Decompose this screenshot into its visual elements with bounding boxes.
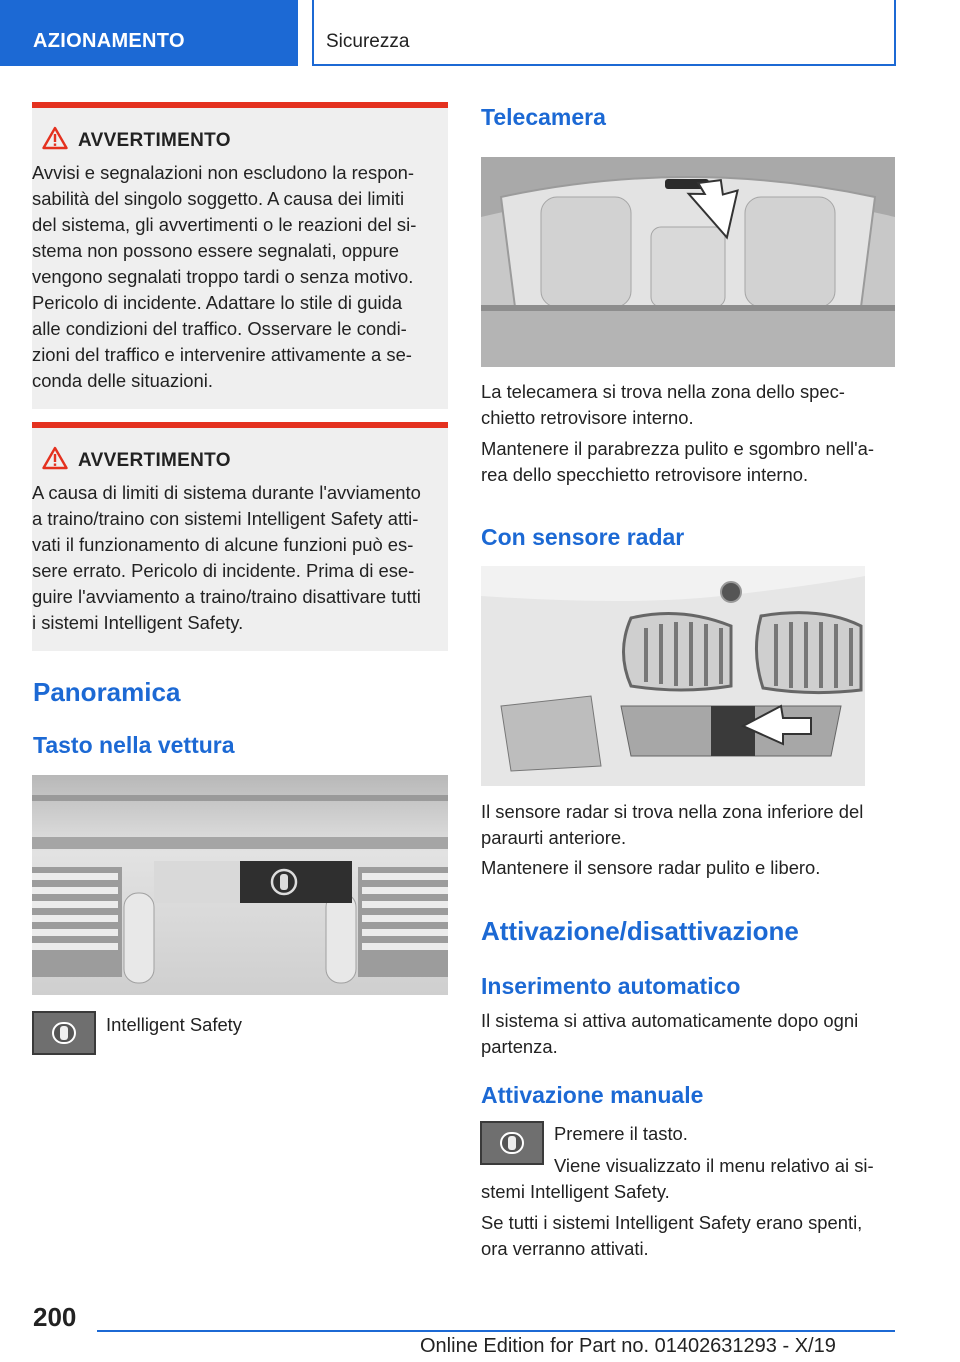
heading-panoramica: Panoramica xyxy=(33,677,181,707)
text-line: Mantenere il sensore radar pulito e libero. xyxy=(481,857,821,878)
header-section-tab xyxy=(0,0,298,66)
heading-attivazione-manuale: Attivazione manuale xyxy=(481,1082,704,1108)
text-line: paraurti anteriore. xyxy=(481,827,627,848)
warning-line: A causa di limiti di sistema durante l'avviamento xyxy=(32,482,421,503)
dashboard-button-photo xyxy=(32,775,448,995)
warning-line: sabilità del singolo soggetto. A causa dei limiti xyxy=(32,188,405,209)
warning-line: vati il funzionamento di alcune funzioni può es- xyxy=(32,534,414,555)
warning-line: del sistema, gli avvertimenti o le reazioni del si- xyxy=(32,214,417,235)
text-line: Il sensore radar si trova nella zona inferiore del xyxy=(481,801,864,822)
intelligent-safety-button-icon xyxy=(32,1011,96,1055)
warning-box-2 xyxy=(32,422,448,651)
text-line: Mantenere il parabrezza pulito e sgombro nell'a- xyxy=(481,438,874,459)
warning-text xyxy=(32,480,448,636)
button-caption: Intelligent Safety xyxy=(106,1014,242,1035)
header-chapter-tab xyxy=(312,0,896,66)
camera-location-photo xyxy=(481,157,895,367)
text-line: Se tutti i sistemi Intelligent Safety erano spenti, xyxy=(481,1212,863,1233)
warning-line: zioni del traffico e intervenire attivamente a se- xyxy=(32,344,412,365)
camera-paragraph-2 xyxy=(481,436,874,488)
warning-line: i sistemi Intelligent Safety. xyxy=(32,612,244,633)
warning-triangle-icon xyxy=(42,446,68,470)
warning-line: stema non possono essere segnalati, oppure xyxy=(32,240,400,261)
heading-tasto-nella-vettura: Tasto nella vettura xyxy=(33,732,235,758)
text-line: Il sistema si attiva automaticamente dopo ogni xyxy=(481,1010,859,1031)
camera-paragraph-1 xyxy=(481,379,845,431)
heading-inserimento-automatico: Inserimento automatico xyxy=(481,973,741,999)
header-chapter-label: Sicurezza xyxy=(326,31,410,52)
text-line: La telecamera si trova nella zona dello spec- xyxy=(481,381,845,402)
radar-paragraph-1 xyxy=(481,799,863,851)
warning-line: a traino/traino con sistemi Intelligent Safety atti- xyxy=(32,508,419,529)
warning-triangle-icon xyxy=(42,126,68,150)
text-line: ora verranno attivati. xyxy=(481,1238,649,1259)
text-line: chietto retrovisore interno. xyxy=(481,407,694,428)
heading-attivazione: Attivazione/disattivazione xyxy=(481,916,799,946)
warning-line: Avvisi e segnalazioni non escludono la respon- xyxy=(32,162,415,183)
manual-step-1: Premere il tasto. xyxy=(554,1123,688,1144)
text-line: partenza. xyxy=(481,1036,558,1057)
warning-line: Pericolo di incidente. Adattare lo stile di guida xyxy=(32,292,403,313)
warning-line: sere errato. Pericolo di incidente. Prima di ese- xyxy=(32,560,415,581)
text-line: rea dello specchietto retrovisore interno. xyxy=(481,464,809,485)
warning-line: guire l'avviamento a traino/traino disattivare tutti xyxy=(32,586,421,607)
warning-title: AVVERTIMENTO xyxy=(78,450,231,471)
warning-title: AVVERTIMENTO xyxy=(78,130,231,151)
warning-line: conda delle situazioni. xyxy=(32,370,213,391)
intelligent-safety-button-icon xyxy=(480,1121,544,1165)
warning-box-1 xyxy=(32,102,448,409)
manual-step-2-line-2: stemi Intelligent Safety. xyxy=(481,1181,670,1202)
heading-con-sensore-radar: Con sensore radar xyxy=(481,524,685,550)
heading-telecamera: Telecamera xyxy=(481,104,606,130)
auto-paragraph xyxy=(481,1008,858,1060)
footer-divider xyxy=(97,1330,895,1332)
footer-edition: Online Edition for Part no. 01402631293 - X/19 xyxy=(420,1335,836,1357)
warning-line: vengono segnalati troppo tardi o senza motivo. xyxy=(32,266,414,287)
header-section-label: AZIONAMENTO xyxy=(33,30,185,52)
radar-paragraph-2 xyxy=(481,855,820,881)
page-number: 200 xyxy=(33,1302,77,1332)
warning-text xyxy=(32,160,448,394)
manual-step-2-line-1: Viene visualizzato il menu relativo ai si- xyxy=(554,1155,874,1176)
manual-paragraph xyxy=(481,1210,862,1262)
warning-line: alle condizioni del traffico. Osservare le condi- xyxy=(32,318,407,339)
radar-sensor-photo xyxy=(481,566,865,786)
